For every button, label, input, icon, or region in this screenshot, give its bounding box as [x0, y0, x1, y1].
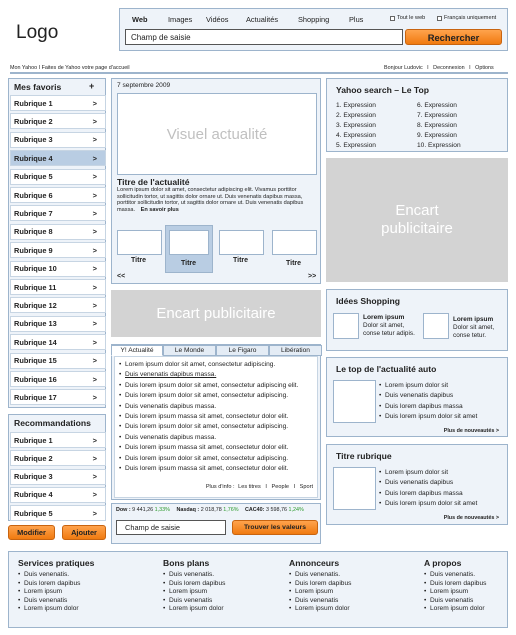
topbar-right — [384, 65, 494, 71]
footer — [8, 551, 508, 628]
product-2-image[interactable] — [423, 313, 449, 339]
yahoo-top-panel — [326, 78, 508, 152]
footer-link[interactable]: • Duis venenatis — [289, 597, 399, 606]
thumb-2-title: Titre — [181, 260, 197, 267]
topbar-sep: I — [427, 65, 429, 71]
checkbox-francais-label: Français uniquement — [444, 15, 497, 21]
chevron-right-icon: > — [92, 172, 97, 182]
ad-center[interactable] — [111, 290, 321, 337]
search-button[interactable]: Rechercher — [405, 29, 502, 45]
reco-item[interactable] — [10, 505, 106, 521]
chevron-right-icon: > — [92, 245, 97, 255]
chevron-right-icon: > — [92, 508, 97, 518]
footer-list — [18, 571, 128, 614]
favori-item[interactable] — [10, 334, 106, 350]
trouver-valeurs-button[interactable]: Trouver les valeurs — [232, 520, 318, 535]
favori-item[interactable] — [10, 279, 106, 295]
news-list — [119, 360, 315, 474]
topbar-sep: I — [469, 65, 471, 71]
footer-column — [289, 558, 399, 614]
footer-column — [18, 558, 128, 614]
footer-link[interactable]: • Duis lorem dapibus — [18, 580, 128, 589]
search-tab-shopping[interactable]: Shopping — [298, 15, 330, 24]
auto-item[interactable]: • Duis venenatis dapibus — [379, 391, 507, 401]
search-panel — [119, 8, 508, 51]
checkbox-tout-le-web-label: Tout le web — [397, 15, 426, 21]
chevron-right-icon: > — [92, 472, 97, 482]
logo: Logo — [16, 22, 59, 43]
yahoo-top-title: Yahoo search – Le Top — [336, 85, 429, 95]
news-tabs-panel — [111, 344, 321, 500]
favori-item[interactable] — [10, 169, 106, 185]
auto-more-link[interactable]: Plus de nouveautés > — [443, 428, 499, 434]
reco-panel — [8, 414, 106, 521]
options-link[interactable]: Options — [475, 65, 494, 71]
favori-item[interactable] — [10, 242, 106, 258]
plus-info-label: Plus d'info : — [205, 484, 235, 490]
product-1-text: Dolor sit amet, conse tetur adipis. — [363, 322, 415, 337]
favori-label: Rubrique 4 — [14, 153, 53, 163]
ad-center-label: Encart publicitaire — [156, 305, 276, 322]
reco-item[interactable] — [10, 450, 106, 466]
chevron-right-icon: > — [92, 356, 97, 366]
news-visual[interactable] — [117, 93, 317, 175]
footer-link[interactable]: • Duis venenatis. — [18, 571, 128, 580]
top-expression[interactable]: 9. Expression — [417, 132, 457, 139]
chevron-right-icon: > — [92, 435, 97, 445]
favori-item[interactable] — [10, 187, 106, 203]
favoris-list — [10, 95, 106, 407]
news-body — [117, 187, 317, 213]
top-expression[interactable]: 8. Expression — [417, 122, 457, 129]
top-list-col1 — [336, 101, 376, 151]
top-list-col2 — [417, 101, 461, 151]
chevron-right-icon: > — [92, 116, 97, 126]
search-tab-actualites[interactable]: Actualités — [246, 15, 279, 24]
news-item[interactable]: • Duis venenatis dapibus massa. — [119, 402, 315, 412]
topbar-hello: Bonjour Ludovic — [384, 65, 423, 71]
rubrique-image[interactable] — [333, 467, 376, 510]
chevron-right-icon: > — [92, 453, 97, 463]
cac-value: 3 598,76 — [265, 507, 287, 513]
search-tab-images[interactable]: Images — [168, 15, 193, 24]
favori-item[interactable] — [10, 389, 106, 405]
favori-item[interactable] — [10, 113, 106, 129]
favori-label: Rubrique 1 — [14, 98, 53, 108]
auto-panel — [326, 357, 508, 437]
favori-label: Rubrique 7 — [14, 208, 53, 218]
news-item[interactable]: • Duis lorem ipsum massa sit amet, consectetur dolor elit. — [119, 412, 315, 422]
tab-le-figaro[interactable]: Le Figaro — [216, 345, 269, 356]
favori-label: Rubrique 3 — [14, 135, 53, 145]
thumb-4[interactable] — [272, 230, 317, 255]
reco-item[interactable] — [10, 487, 106, 503]
thumb-4-title: Titre — [286, 260, 302, 267]
chevron-right-icon: > — [92, 153, 97, 163]
chevron-right-icon: > — [92, 392, 97, 402]
bourse-panel — [111, 503, 321, 544]
auto-image[interactable] — [333, 380, 376, 423]
top-expression[interactable]: 1. Expression — [336, 102, 376, 109]
chevron-right-icon: > — [92, 98, 97, 108]
news-item[interactable]: • Duis lorem ipsum massa sit amet, consectetur dolor elit. — [119, 464, 315, 474]
dow-label: Dow : — [116, 507, 131, 513]
footer-link[interactable]: • Duis lorem dapibus — [289, 580, 399, 589]
favori-label: Rubrique 13 — [14, 319, 57, 329]
tab-yahoo-actualite[interactable]: Y! Actualité — [111, 345, 163, 356]
reco-item[interactable] — [10, 469, 106, 485]
footer-list — [424, 571, 516, 614]
favori-label: Rubrique 14 — [14, 337, 57, 347]
auto-item[interactable]: • Lorem ipsum dolor sit — [379, 381, 507, 391]
footer-link[interactable]: • Duis venenatis — [163, 597, 273, 606]
shopping-panel — [326, 289, 508, 351]
footer-link[interactable]: • Lorem ipsum dolor — [424, 605, 516, 614]
reco-label: Rubrique 4 — [14, 490, 53, 500]
top-expression[interactable]: 7. Expression — [417, 112, 457, 119]
search-tab-plus[interactable]: Plus — [349, 15, 364, 24]
plus-info-row — [206, 484, 313, 490]
auto-list — [379, 381, 507, 423]
checkbox-francais[interactable] — [437, 16, 442, 21]
product-2-text: Dolor sit amet, conse tetur. — [453, 324, 495, 339]
footer-list — [289, 571, 399, 614]
favori-item[interactable] — [10, 353, 106, 369]
favori-label: Rubrique 6 — [14, 190, 53, 200]
news-item[interactable]: • Duis lorem ipsum dolor sit amet, consectetur adipiscing. — [119, 454, 315, 464]
prev-button[interactable]: << — [117, 273, 126, 280]
favori-item[interactable] — [10, 297, 106, 313]
top-expression[interactable]: 10. Expression — [417, 142, 461, 149]
reco-label: Rubrique 1 — [14, 435, 53, 445]
cac-pct: 1,24% — [288, 507, 304, 513]
favori-item[interactable] — [10, 261, 106, 277]
favori-label: Rubrique 5 — [14, 172, 53, 182]
news-body-text: Lorem ipsum dolor sit amet, consectetur adipiscing elit. Vivamus porttitor sollicitudin tortor, ut sagittis dolor ornare ut. Duis venenatis dapibus massa, porttitor sollicitudin tortor, ut sagittis dolor ornare ut. Duis venenatis dapibus massa. — [117, 187, 304, 213]
thumb-3-title: Titre — [233, 257, 249, 264]
modifier-button[interactable]: Modifier — [8, 525, 55, 540]
topbar-left-links[interactable]: Mon Yahoo I Faites de Yahoo votre page d'accueil — [10, 65, 130, 71]
auto-item[interactable]: • Duis lorem ipsum dolor sit amet — [379, 412, 507, 422]
thumb-2[interactable] — [169, 230, 209, 255]
footer-link[interactable]: • Lorem ipsum — [289, 588, 399, 597]
chevron-right-icon: > — [92, 337, 97, 347]
sep: I — [293, 484, 296, 490]
top-expression[interactable]: 4. Expression — [336, 132, 376, 139]
news-panel — [111, 78, 321, 284]
news-item[interactable]: • Duis lorem ipsum dolor sit amet, consectetur adipiscing. — [119, 391, 315, 401]
top-expression[interactable]: 3. Expression — [336, 122, 376, 129]
footer-list — [163, 571, 273, 614]
footer-column-title: Annonceurs — [289, 558, 340, 568]
footer-link[interactable]: • Duis lorem dapibus — [424, 580, 516, 589]
chevron-right-icon: > — [92, 282, 97, 292]
dow-value: 9 441,26 — [132, 507, 154, 513]
chevron-right-icon: > — [92, 135, 97, 145]
tab-liberation[interactable]: Libération — [269, 345, 322, 356]
favori-item[interactable] — [10, 150, 106, 166]
rubrique-panel — [326, 444, 508, 525]
rubrique-item[interactable]: • Lorem ipsum dolor sit — [379, 468, 507, 478]
footer-link[interactable]: • Duis venenatis. — [163, 571, 273, 580]
favoris-panel — [8, 78, 106, 408]
nasdaq-label: Nasdaq : — [176, 507, 200, 513]
link-sport[interactable]: Sport — [299, 484, 313, 490]
rubrique-item[interactable]: • Duis lorem ipsum dolor sit amet — [379, 499, 507, 509]
product-2-title[interactable]: Lorem ipsum — [453, 316, 494, 323]
news-more-link[interactable]: En savoir plus — [140, 206, 179, 213]
favori-item[interactable] — [10, 371, 106, 387]
link-les-titres[interactable]: Les titres — [238, 484, 261, 490]
footer-link[interactable]: • Lorem ipsum — [18, 588, 128, 597]
nasdaq-value: 2 018,78 — [200, 507, 222, 513]
search-input[interactable] — [125, 29, 403, 45]
footer-column — [163, 558, 273, 614]
chevron-right-icon: > — [92, 300, 97, 310]
top-expression[interactable]: 2. Expression — [336, 112, 376, 119]
link-people[interactable]: People — [271, 484, 289, 490]
rubrique-list — [379, 468, 507, 510]
chevron-right-icon: > — [92, 264, 97, 274]
logout-link[interactable]: Deconnexion — [433, 65, 465, 71]
search-tab-videos[interactable]: Vidéos — [206, 15, 229, 24]
ajouter-button[interactable]: Ajouter — [62, 525, 106, 540]
footer-link[interactable]: • Lorem ipsum — [424, 588, 516, 597]
news-item[interactable]: • Duis lorem ipsum dolor sit amet, consectetur adipiscing. — [119, 422, 315, 432]
add-favori-button[interactable]: + — [89, 81, 95, 91]
rubrique-more-link[interactable]: Plus de nouveautés > — [443, 515, 499, 521]
favori-item[interactable] — [10, 132, 106, 148]
favori-label: Rubrique 9 — [14, 245, 53, 255]
favori-label: Rubrique 16 — [14, 374, 57, 384]
search-input-placeholder: Champ de saisie — [131, 32, 191, 42]
rubrique-title: Titre rubrique — [336, 451, 392, 461]
favori-item[interactable] — [10, 95, 106, 111]
ad-right[interactable] — [326, 158, 508, 282]
bourse-input-placeholder: Champ de saisie — [125, 523, 181, 532]
news-title[interactable]: Titre de l'actualité — [117, 177, 190, 187]
footer-link[interactable]: • Duis lorem dapibus — [163, 580, 273, 589]
footer-link[interactable]: • Lorem ipsum dolor — [289, 605, 399, 614]
favori-label: Rubrique 2 — [14, 116, 53, 126]
chevron-right-icon: > — [92, 190, 97, 200]
favori-label: Rubrique 10 — [14, 264, 57, 274]
news-item[interactable]: • Duis venenatis dapibus massa. — [119, 370, 315, 380]
shopping-title: Idées Shopping — [336, 296, 400, 306]
footer-link[interactable]: • Duis venenatis — [424, 597, 516, 606]
thumb-1[interactable] — [117, 230, 162, 255]
favori-label: Rubrique 17 — [14, 392, 57, 402]
chevron-right-icon: > — [92, 319, 97, 329]
footer-column-title: A propos — [424, 558, 462, 568]
footer-column-title: Bons plans — [163, 558, 210, 568]
reco-item[interactable] — [10, 432, 106, 448]
top-expression[interactable]: 6. Expression — [417, 102, 457, 109]
reco-list — [10, 432, 106, 520]
favoris-title: Mes favoris — [14, 82, 62, 92]
footer-column — [424, 558, 516, 614]
favori-label: Rubrique 15 — [14, 356, 57, 366]
favori-label: Rubrique 12 — [14, 300, 57, 310]
reco-label: Rubrique 3 — [14, 472, 53, 482]
rubrique-item[interactable]: • Duis venenatis dapibus — [379, 478, 507, 488]
topbar-divider — [10, 72, 508, 74]
footer-link[interactable]: • Duis venenatis. — [424, 571, 516, 580]
chevron-right-icon: > — [92, 374, 97, 384]
search-tab-web[interactable]: Web — [132, 15, 148, 24]
favori-item[interactable] — [10, 316, 106, 332]
favori-item[interactable] — [10, 224, 106, 240]
thumb-1-title: Titre — [131, 257, 147, 264]
footer-link[interactable]: • Duis venenatis. — [289, 571, 399, 580]
auto-item[interactable]: • Duis lorem dapibus massa — [379, 402, 507, 412]
footer-link[interactable]: • Lorem ipsum dolor — [163, 605, 273, 614]
footer-link[interactable]: • Duis venenatis — [18, 597, 128, 606]
favori-label: Rubrique 11 — [14, 282, 57, 292]
product-1-image[interactable] — [333, 313, 359, 339]
favori-label: Rubrique 8 — [14, 227, 53, 237]
chevron-right-icon: > — [92, 490, 97, 500]
sep: I — [265, 484, 267, 490]
ad-right-label: Encart publicitaire — [381, 202, 453, 237]
bourse-ticker — [116, 507, 304, 513]
favori-item[interactable] — [10, 205, 106, 221]
news-item[interactable]: • Duis lorem ipsum massa sit amet, consectetur dolor elit. — [119, 443, 315, 453]
news-item[interactable]: • Duis lorem ipsum dolor sit amet, consectetur adipiscing elit. — [119, 381, 315, 391]
reco-label: Rubrique 5 — [14, 508, 53, 518]
top-expression[interactable]: 5. Expression — [336, 142, 376, 149]
thumb-3[interactable] — [219, 230, 264, 255]
tab-le-monde[interactable]: Le Monde — [163, 345, 216, 356]
reco-label: Rubrique 2 — [14, 453, 53, 463]
footer-link[interactable]: • Lorem ipsum dolor — [18, 605, 128, 614]
dow-pct: 1,33% — [154, 507, 170, 513]
news-visual-label: Visuel actualité — [166, 125, 268, 143]
checkbox-tout-le-web[interactable] — [390, 16, 395, 21]
news-item[interactable]: • Lorem ipsum dolor sit amet, consectetur adipiscing. — [119, 360, 315, 370]
chevron-right-icon: > — [92, 208, 97, 218]
next-button[interactable]: >> — [308, 273, 317, 280]
nasdaq-pct: 1,76% — [223, 507, 239, 513]
reco-title: Recommandations — [14, 418, 91, 428]
chevron-right-icon: > — [92, 227, 97, 237]
product-1-title[interactable]: Lorem ipsum — [363, 314, 405, 321]
footer-column-title: Services pratiques — [18, 558, 95, 568]
footer-link[interactable]: • Lorem ipsum — [163, 588, 273, 597]
news-date: 7 septembre 2009 — [117, 82, 171, 89]
tab-content — [114, 356, 318, 498]
cac-label: CAC40: — [245, 507, 265, 513]
rubrique-item[interactable]: • Duis lorem dapibus massa — [379, 489, 507, 499]
bourse-input[interactable] — [116, 520, 226, 535]
auto-title: Le top de l'actualité auto — [336, 364, 437, 374]
news-item[interactable]: • Duis venenatis dapibus massa. — [119, 433, 315, 443]
